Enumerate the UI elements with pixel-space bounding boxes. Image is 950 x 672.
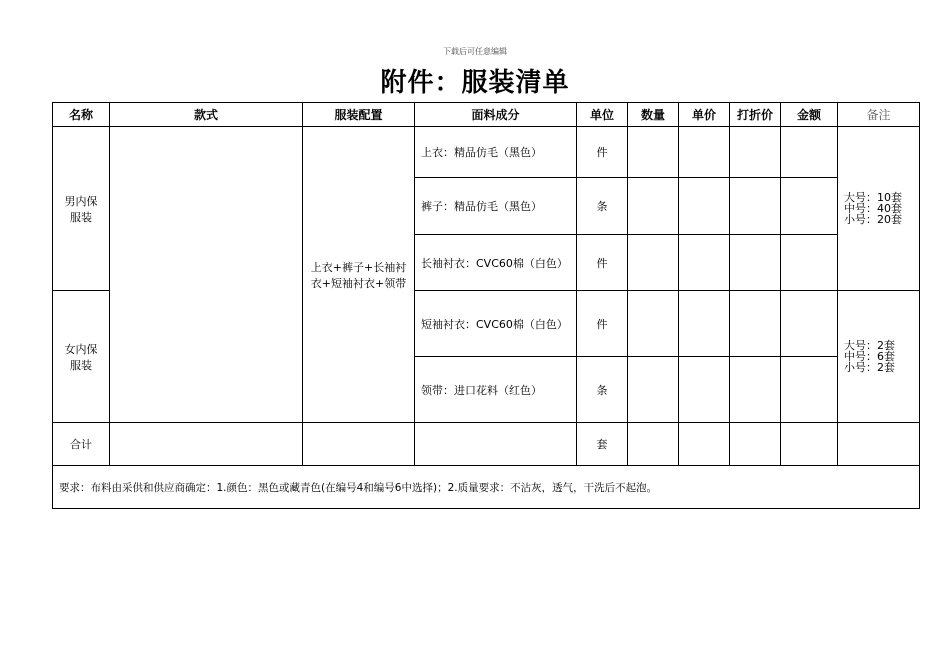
remark-male: 大号：10套 中号：40套 小号：20套	[838, 127, 920, 291]
col-header-amount: 金额	[781, 103, 838, 127]
total-row	[53, 423, 920, 466]
col-header-remark: 备注	[838, 103, 920, 127]
style-cell	[110, 127, 303, 423]
discount-price-cell	[730, 235, 781, 291]
total-label: 合计	[53, 423, 110, 466]
amount-cell	[781, 357, 838, 423]
requirements-row	[53, 466, 920, 509]
amount-cell	[781, 127, 838, 178]
total-unit: 套	[577, 423, 628, 466]
table-row	[53, 127, 920, 178]
unit-price-cell	[679, 178, 730, 235]
unit-cell: 条	[577, 178, 628, 235]
discount-price-cell	[730, 127, 781, 178]
col-header-unit-price: 单价	[679, 103, 730, 127]
total-quantity-cell	[628, 423, 679, 466]
discount-price-cell	[730, 291, 781, 357]
total-config-cell	[303, 423, 415, 466]
total-style-cell	[110, 423, 303, 466]
quantity-cell	[628, 178, 679, 235]
total-fabric-cell	[415, 423, 577, 466]
unit-price-cell	[679, 127, 730, 178]
unit-cell: 件	[577, 127, 628, 178]
discount-price-cell	[730, 178, 781, 235]
page-title: 附件：服装清单	[380, 68, 570, 98]
col-header-config: 服装配置	[303, 103, 415, 127]
fabric-cell: 上衣：精品仿毛（黑色）	[415, 127, 577, 178]
fabric-cell: 短袖衬衣：CVC60棉（白色）	[415, 291, 577, 357]
amount-cell	[781, 178, 838, 235]
total-amount-cell	[781, 423, 838, 466]
unit-price-cell	[679, 357, 730, 423]
quantity-cell	[628, 357, 679, 423]
remark-female: 大号：2套 中号：6套 小号：2套	[838, 291, 920, 423]
fabric-cell: 领带：进口花料（红色）	[415, 357, 577, 423]
unit-price-cell	[679, 235, 730, 291]
fabric-cell: 裤子：精品仿毛（黑色）	[415, 178, 577, 235]
amount-cell	[781, 291, 838, 357]
quantity-cell	[628, 235, 679, 291]
col-header-discount-price: 打折价	[730, 103, 781, 127]
col-header-name: 名称	[53, 103, 110, 127]
document-caption: 下载后可任意编辑	[443, 47, 507, 56]
total-discount-price-cell	[730, 423, 781, 466]
col-header-fabric: 面料成分	[415, 103, 577, 127]
group-name-female: 女内保 服装	[53, 291, 110, 423]
discount-price-cell	[730, 357, 781, 423]
unit-cell: 条	[577, 357, 628, 423]
header-row	[53, 103, 920, 127]
quantity-cell	[628, 127, 679, 178]
config-cell: 上衣+裤子+长袖衬 衣+短袖衬衣+领带	[303, 127, 415, 423]
unit-cell: 件	[577, 235, 628, 291]
total-remark-cell	[838, 423, 920, 466]
col-header-unit: 单位	[577, 103, 628, 127]
requirements-text: 要求：布料由采供和供应商确定：1.颜色：黑色或藏青色(在编号4和编号6中选择)；2.质量要求：不沾灰，透气，干洗后不起泡。	[53, 466, 920, 509]
unit-price-cell	[679, 291, 730, 357]
quantity-cell	[628, 291, 679, 357]
amount-cell	[781, 235, 838, 291]
total-unit-price-cell	[679, 423, 730, 466]
col-header-quantity: 数量	[628, 103, 679, 127]
group-name-male: 男内保 服装	[53, 127, 110, 291]
clothing-list-table	[52, 102, 920, 509]
fabric-cell: 长袖衬衣：CVC60棉（白色）	[415, 235, 577, 291]
col-header-style: 款式	[110, 103, 303, 127]
unit-cell: 件	[577, 291, 628, 357]
